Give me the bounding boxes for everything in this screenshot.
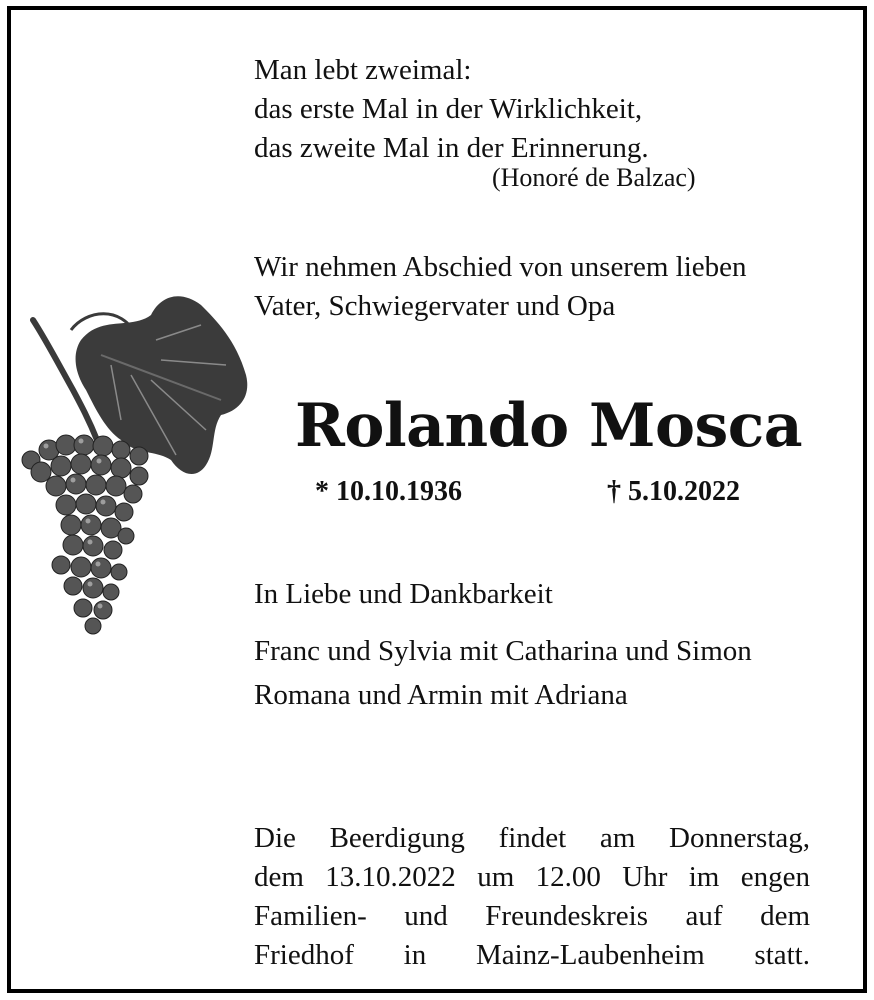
- quote-line: das erste Mal in der Wirklichkeit,: [254, 93, 643, 125]
- intro-line: Vater, Schwiegervater und Opa: [254, 290, 616, 322]
- quote-line: das zweite Mal in der Erinnerung.: [254, 132, 649, 164]
- grape-cluster-icon: [11, 280, 256, 640]
- birth-date: * 10.10.1936: [315, 476, 462, 507]
- family-line: Franc und Sylvia mit Catharina und Simon: [254, 635, 752, 667]
- intro-text: [254, 248, 747, 326]
- intro-line: Wir nehmen Abschied von unserem lieben: [254, 251, 747, 283]
- family-line: Romana und Armin mit Adriana: [254, 679, 628, 711]
- love-line: In Liebe und Dankbarkeit: [254, 578, 553, 610]
- quote-line: Man lebt zweimal:: [254, 54, 472, 86]
- funeral-line: Die Beerdigung findet am Donnerstag,: [254, 822, 810, 854]
- deceased-name: Rolando Mosca: [295, 391, 803, 461]
- funeral-notice: [254, 819, 810, 975]
- obituary-frame: [7, 6, 867, 993]
- quote-author: (Honoré de Balzac): [492, 163, 696, 192]
- funeral-line: Familien- und Freundeskreis auf dem: [254, 900, 810, 932]
- family-list: [254, 629, 752, 717]
- funeral-line: dem 13.10.2022 um 12.00 Uhr im engen: [254, 861, 810, 893]
- quote: [254, 51, 649, 168]
- funeral-line: Friedhof in Mainz-Laubenheim statt.: [254, 939, 810, 971]
- death-date: † 5.10.2022: [607, 476, 740, 507]
